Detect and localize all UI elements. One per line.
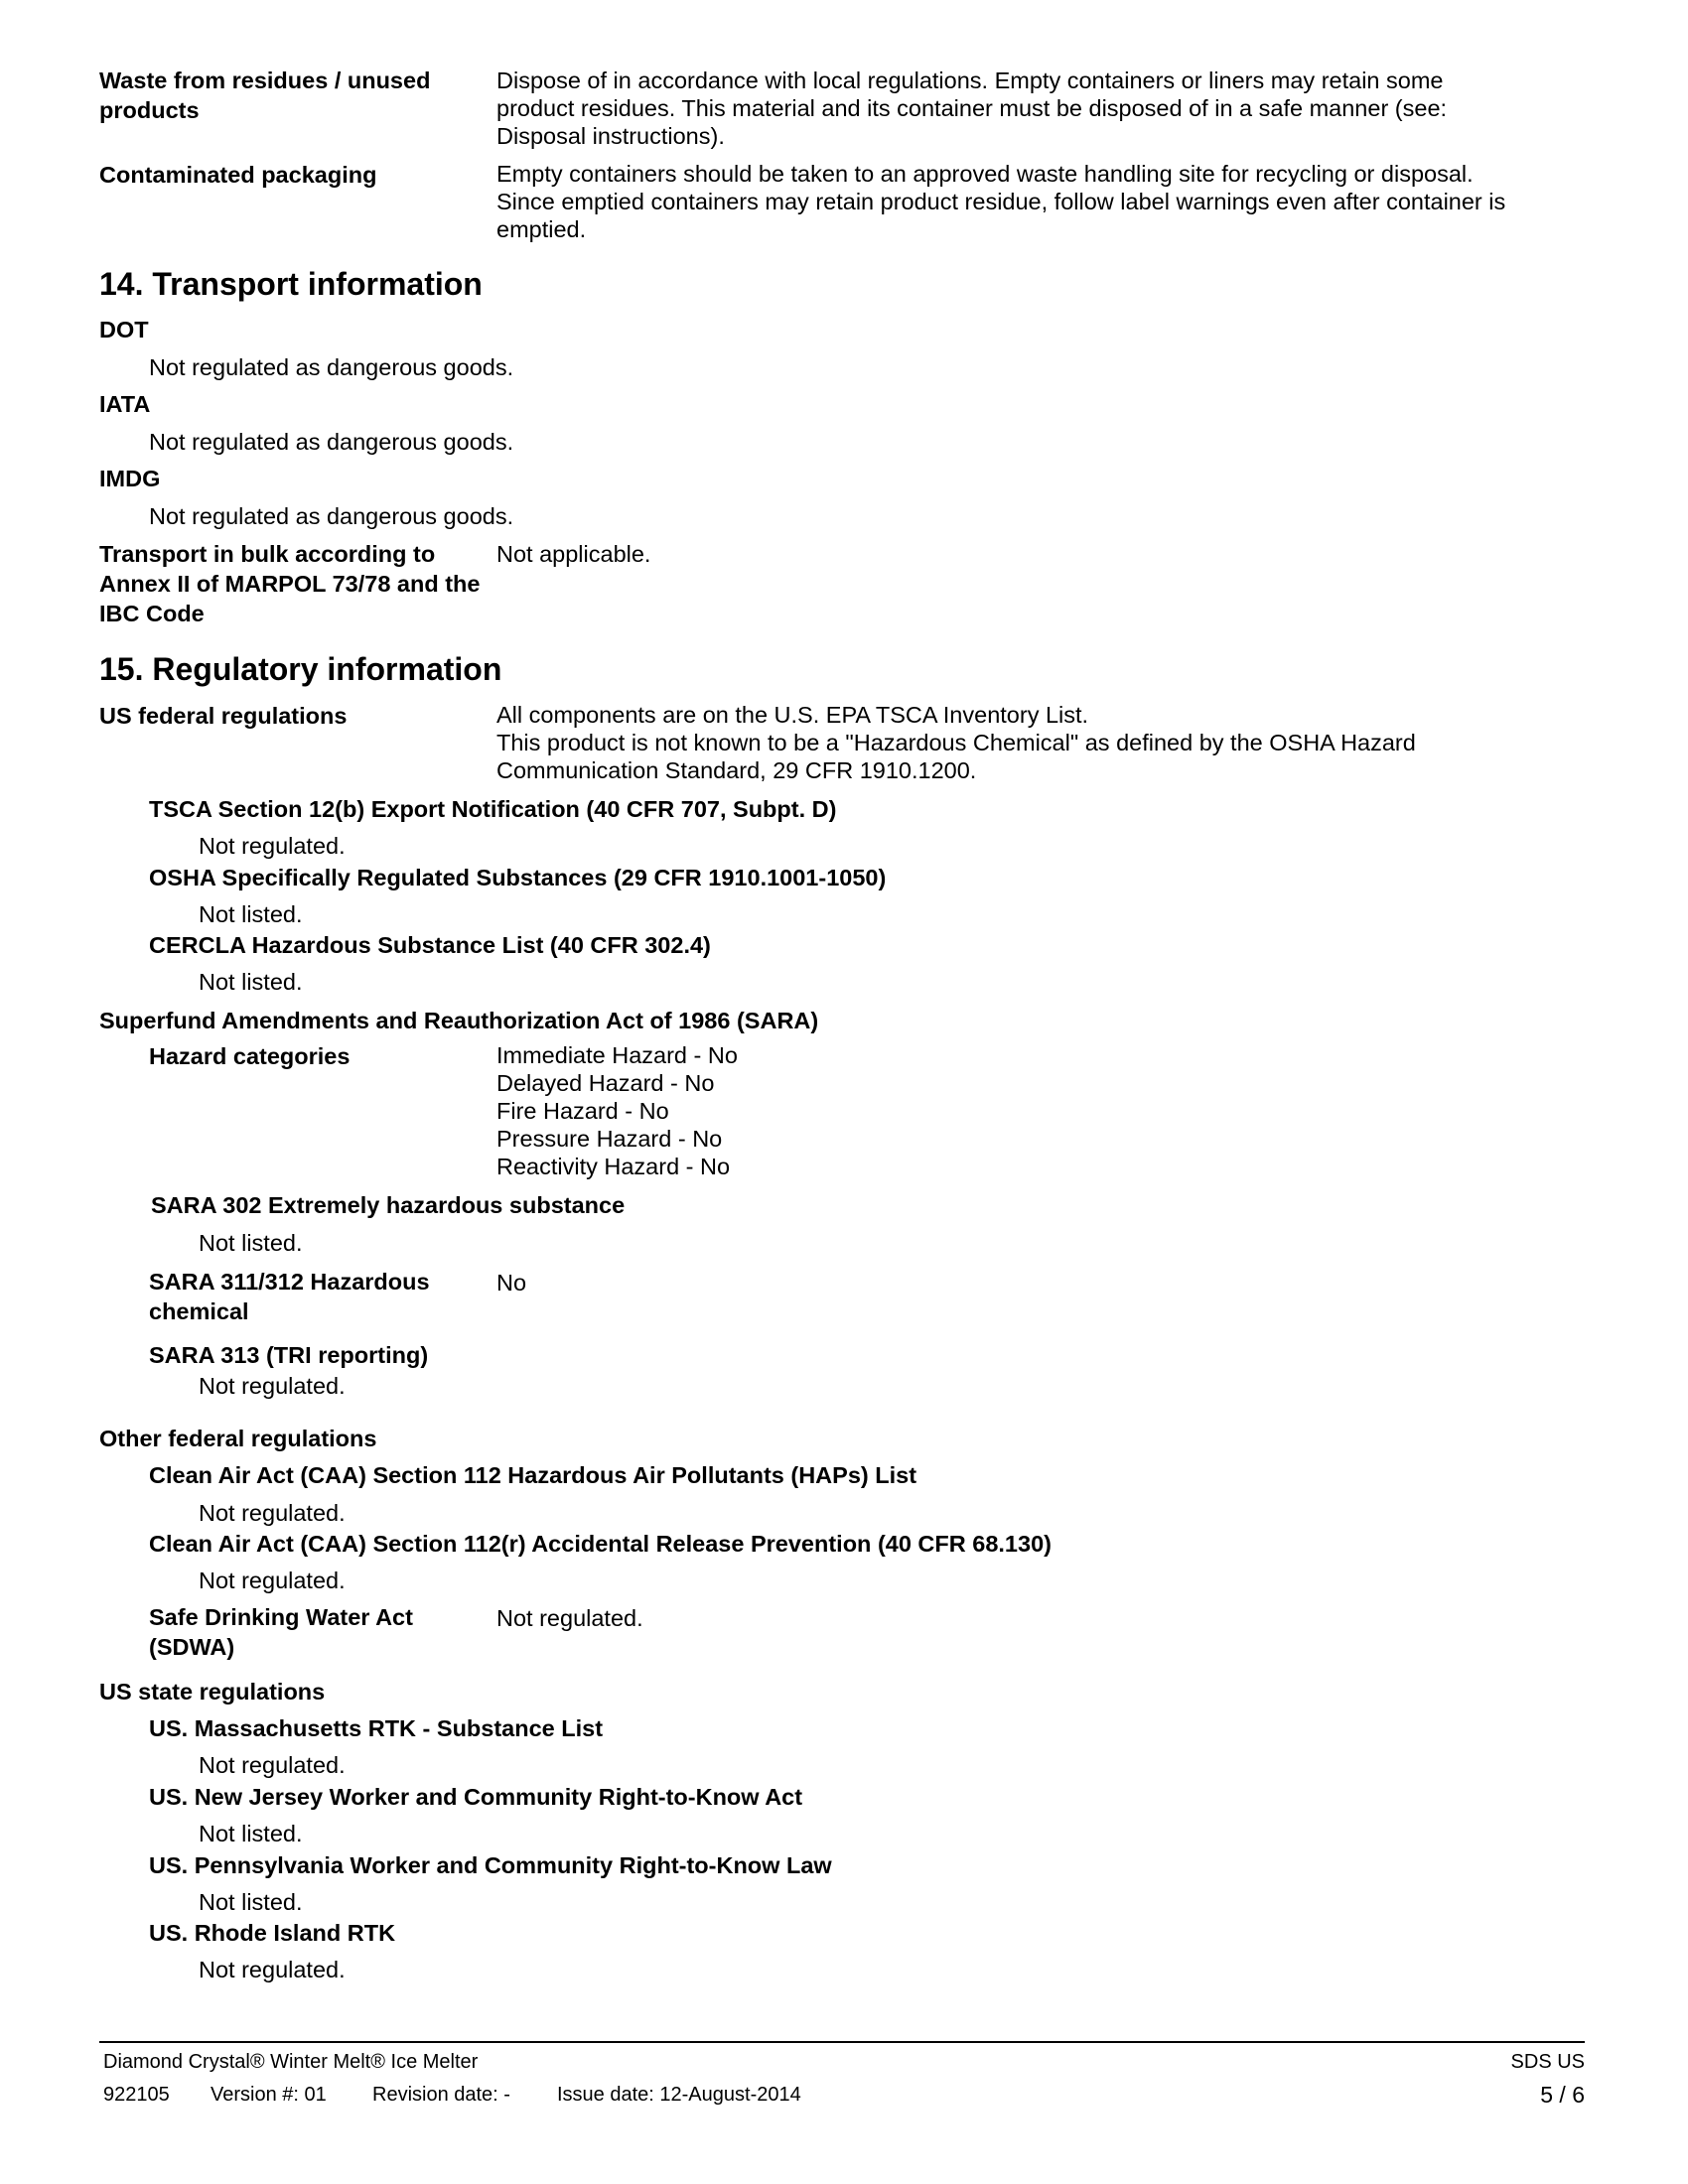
- section-15-title: 15. Regulatory information: [99, 651, 502, 687]
- footer-divider: [99, 2041, 1585, 2043]
- caa-112-label: Clean Air Act (CAA) Section 112 Hazardous Air Pollutants (HAPs) List: [149, 1462, 917, 1488]
- new-jersey-rtk-value: Not listed.: [199, 1821, 303, 1846]
- federal-line: This product is not known to be a "Hazardous Chemical" as defined by the OSHA Hazard: [496, 730, 1416, 755]
- packaging-line: Since emptied containers may retain product residue, follow label warnings even after container is: [496, 189, 1506, 214]
- waste-line: Disposal instructions).: [496, 123, 725, 149]
- packaging-line: emptied.: [496, 216, 587, 242]
- hazard-line: Reactivity Hazard - No: [496, 1154, 731, 1179]
- rhode-island-rtk-label: US. Rhode Island RTK: [149, 1920, 396, 1946]
- footer-page-number: 5 / 6: [1540, 2082, 1585, 2108]
- hazard-line: Immediate Hazard - No: [496, 1042, 738, 1068]
- hazard-line: Delayed Hazard - No: [496, 1070, 715, 1096]
- footer-version: Version #: 01: [211, 2084, 327, 2106]
- sara-label: Superfund Amendments and Reauthorization Act of 1986 (SARA): [99, 1008, 819, 1033]
- footer-doc-type: SDS US: [1510, 2051, 1585, 2073]
- waste-residues-value: [496, 67, 1447, 150]
- sara-313-label: SARA 313 (TRI reporting): [149, 1342, 429, 1368]
- dot-label: DOT: [99, 317, 149, 342]
- bulk-transport-label: Transport in bulk according to Annex II of MARPOL 73/78 and the IBC Code: [99, 541, 481, 626]
- tsca-value: Not regulated.: [199, 833, 346, 859]
- us-state-label: US state regulations: [99, 1679, 326, 1705]
- us-federal-label: US federal regulations: [99, 703, 348, 729]
- sara-311-value: No: [496, 1270, 527, 1296]
- footer-product-name: Diamond Crystal® Winter Melt® Ice Melter: [103, 2051, 479, 2073]
- hazard-line: Fire Hazard - No: [496, 1098, 669, 1124]
- sdwa-value: Not regulated.: [496, 1605, 643, 1631]
- footer-doc-id: 922105: [103, 2084, 170, 2106]
- federal-line: Communication Standard, 29 CFR 1910.1200.: [496, 757, 977, 783]
- hazard-categories-value: [496, 1041, 738, 1180]
- new-jersey-rtk-label: US. New Jersey Worker and Community Right-to-Know Act: [149, 1784, 803, 1810]
- osha-label: OSHA Specifically Regulated Substances (29 CFR 1910.1001-1050): [149, 865, 887, 890]
- packaging-line: Empty containers should be taken to an approved waste handling site for recycling or disposal.: [496, 161, 1474, 187]
- waste-line: product residues. This material and its container must be disposed of in a safe manner (see:: [496, 95, 1448, 121]
- imdg-label: IMDG: [99, 466, 161, 491]
- dot-value: Not regulated as dangerous goods.: [149, 354, 514, 380]
- other-federal-label: Other federal regulations: [99, 1426, 377, 1451]
- imdg-value: Not regulated as dangerous goods.: [149, 503, 514, 529]
- osha-value: Not listed.: [199, 901, 303, 927]
- sara-313-value: Not regulated.: [199, 1373, 346, 1399]
- pennsylvania-rtk-label: US. Pennsylvania Worker and Community Right-to-Know Law: [149, 1852, 832, 1878]
- rhode-island-rtk-value: Not regulated.: [199, 1957, 346, 1982]
- caa-112-value: Not regulated.: [199, 1500, 346, 1526]
- contaminated-packaging-value: [496, 160, 1505, 243]
- hazard-line: Pressure Hazard - No: [496, 1126, 723, 1152]
- bulk-transport-value: Not applicable.: [496, 541, 651, 567]
- contaminated-packaging-label: Contaminated packaging: [99, 162, 377, 188]
- tsca-label: TSCA Section 12(b) Export Notification (40 CFR 707, Subpt. D): [149, 796, 837, 822]
- waste-residues-label: Waste from residues / unused products: [99, 68, 431, 123]
- caa-112r-value: Not regulated.: [199, 1568, 346, 1593]
- us-federal-value: [496, 701, 1416, 784]
- footer-revision-date: Revision date: -: [372, 2084, 510, 2106]
- iata-label: IATA: [99, 391, 151, 417]
- caa-112r-label: Clean Air Act (CAA) Section 112(r) Accidental Release Prevention (40 CFR 68.130): [149, 1531, 1052, 1557]
- waste-line: Dispose of in accordance with local regulations. Empty containers or liners may retain some: [496, 68, 1444, 93]
- footer-issue-date: Issue date: 12-August-2014: [557, 2084, 801, 2106]
- iata-value: Not regulated as dangerous goods.: [149, 429, 514, 455]
- massachusetts-rtk-label: US. Massachusetts RTK - Substance List: [149, 1715, 604, 1741]
- cercla-label: CERCLA Hazardous Substance List (40 CFR 302.4): [149, 932, 711, 958]
- pennsylvania-rtk-value: Not listed.: [199, 1889, 303, 1915]
- sdwa-label: Safe Drinking Water Act (SDWA): [149, 1604, 413, 1660]
- sara-311-label: SARA 311/312 Hazardous chemical: [149, 1269, 430, 1324]
- cercla-value: Not listed.: [199, 969, 303, 995]
- sara-302-value: Not listed.: [199, 1230, 303, 1256]
- massachusetts-rtk-value: Not regulated.: [199, 1752, 346, 1778]
- sara-302-label: SARA 302 Extremely hazardous substance: [151, 1192, 626, 1218]
- section-14-title: 14. Transport information: [99, 266, 483, 302]
- federal-line: All components are on the U.S. EPA TSCA Inventory List.: [496, 702, 1089, 728]
- hazard-categories-label: Hazard categories: [149, 1043, 351, 1069]
